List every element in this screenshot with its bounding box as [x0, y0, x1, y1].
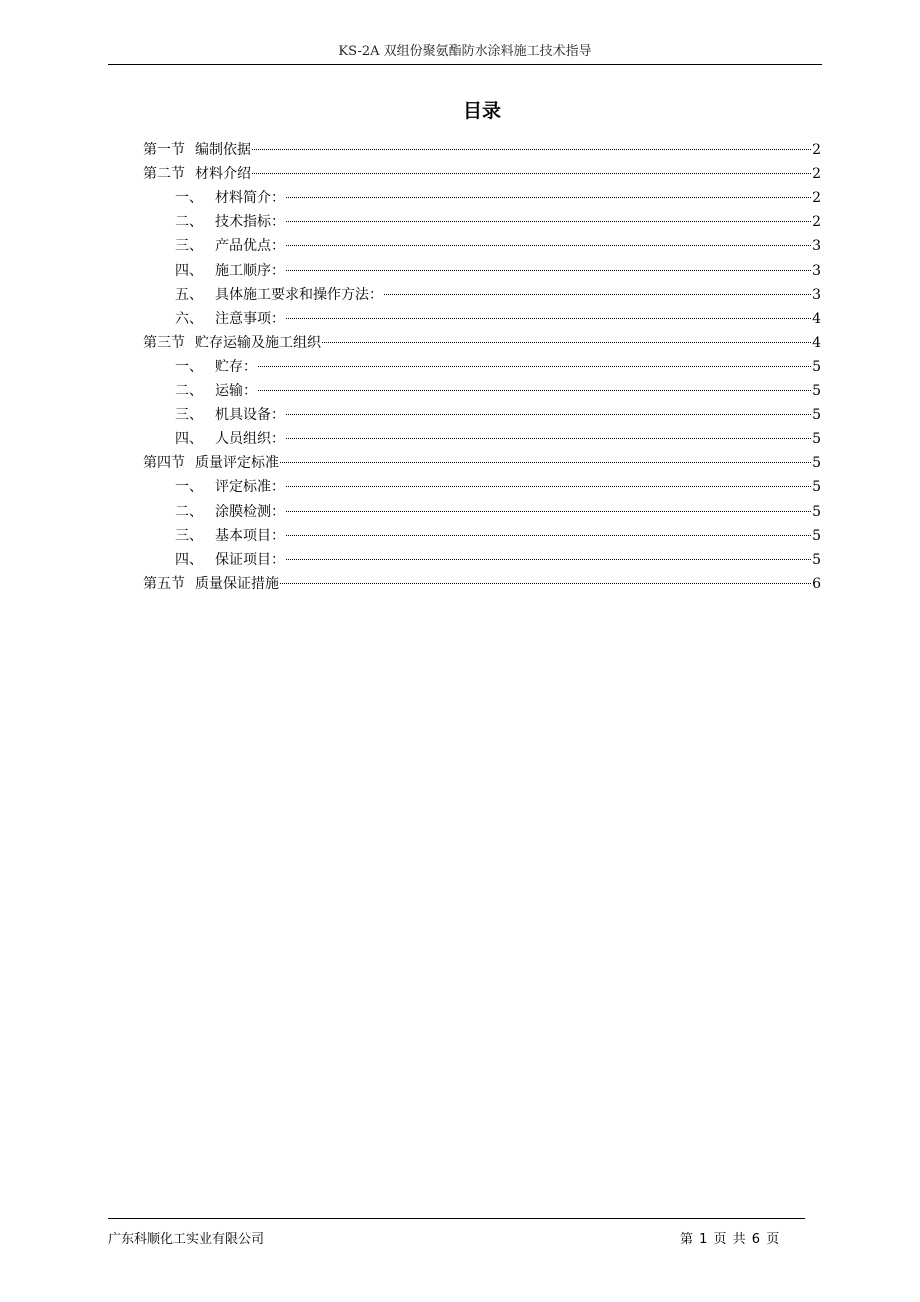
toc-entry[interactable] [175, 525, 821, 547]
toc-entry-page-number: 3 [812, 262, 821, 279]
toc-dot-leader [286, 197, 811, 198]
toc-dot-leader [286, 245, 811, 246]
toc-entry-number: 第四节 [143, 455, 185, 472]
toc-entry-title: 技术指标： [215, 214, 285, 231]
toc-entry-page-number: 6 [812, 575, 821, 592]
toc-entry[interactable] [175, 404, 821, 426]
toc-entry-title: 涂膜检测： [215, 503, 285, 520]
toc-entry-number: 四、 [175, 262, 203, 279]
toc-entry[interactable] [175, 428, 821, 450]
toc-entry-title: 运输： [215, 383, 257, 399]
toc-entry-number: 六、 [175, 310, 203, 327]
toc-entry-number: 二、 [175, 214, 203, 231]
toc-entry-page-number: 5 [812, 431, 821, 448]
toc-entry-page-number: 2 [812, 166, 821, 183]
toc-dot-leader [258, 366, 811, 367]
toc-entry[interactable] [175, 356, 821, 378]
toc-dot-leader [280, 583, 811, 584]
footer-divider [108, 1218, 805, 1219]
toc-entry-page-number: 3 [812, 238, 821, 255]
toc-entry-page-number: 2 [812, 190, 821, 207]
toc-entry-page-number: 5 [812, 479, 821, 496]
toc-entry-number: 一、 [175, 358, 203, 375]
toc-dot-leader [286, 270, 811, 271]
toc-entry-page-number: 4 [812, 310, 821, 327]
toc-entry-number: 一、 [175, 190, 203, 207]
toc-dot-leader [252, 173, 811, 174]
document-header-title: KS-2A 双组份聚氨酯防水涂料施工技术指导 [338, 44, 592, 59]
toc-entry-number: 第二节 [143, 166, 185, 183]
toc-entry[interactable] [143, 139, 821, 161]
toc-dot-leader [286, 438, 811, 439]
toc-entry[interactable] [175, 549, 821, 571]
toc-entry-page-number: 5 [812, 383, 821, 399]
toc-entry-number: 五、 [175, 286, 203, 303]
toc-entry-title: 产品优点： [215, 238, 285, 255]
toc-entry[interactable] [175, 501, 821, 523]
toc-entry-number: 四、 [175, 551, 203, 568]
toc-entry[interactable] [143, 452, 821, 474]
toc-entry[interactable] [143, 332, 821, 354]
toc-entry-number: 第一节 [143, 142, 185, 158]
toc-dot-leader [286, 559, 811, 560]
toc-entry-title: 贮存运输及施工组织 [195, 334, 321, 351]
toc-entry-title: 编制依据 [195, 142, 251, 158]
toc-entry-title: 机具设备： [215, 407, 285, 424]
toc-entry[interactable] [175, 187, 821, 209]
toc-entry-number: 一、 [175, 479, 203, 496]
toc-dot-leader [322, 342, 811, 343]
toc-dot-leader [286, 511, 811, 512]
toc-entry-title: 具体施工要求和操作方法： [215, 286, 383, 303]
toc-entry[interactable] [175, 380, 821, 402]
toc-entry-title: 保证项目： [215, 551, 285, 568]
toc-entry-page-number: 5 [812, 407, 821, 424]
toc-entry-title: 评定标准： [215, 479, 285, 496]
toc-entry-page-number: 2 [812, 142, 821, 158]
footer-page-number: 第 1 页 共 6 页 [680, 1232, 780, 1247]
toc-dot-leader [258, 390, 811, 391]
toc-entry[interactable] [143, 163, 821, 185]
toc-entry-title: 质量保证措施 [195, 575, 279, 592]
toc-entry-number: 三、 [175, 238, 203, 255]
toc-entry-page-number: 5 [812, 551, 821, 568]
toc-entry-page-number: 3 [812, 286, 821, 303]
toc-entry-number: 四、 [175, 431, 203, 448]
toc-entry-number: 第三节 [143, 334, 185, 351]
toc-entry-number: 三、 [175, 527, 203, 544]
toc-dot-leader [286, 535, 811, 536]
toc-entry-page-number: 4 [812, 334, 821, 351]
toc-entry-title: 基本项目： [215, 527, 285, 544]
toc-entry-title: 施工顺序： [215, 262, 285, 279]
toc-dot-leader [286, 414, 811, 415]
toc-entry[interactable] [175, 211, 821, 233]
toc-entry[interactable] [143, 573, 821, 595]
toc-entry-number: 二、 [175, 383, 203, 399]
toc-entry-page-number: 2 [812, 214, 821, 231]
toc-entry-number: 二、 [175, 503, 203, 520]
toc-entry[interactable] [175, 308, 821, 330]
toc-entry-title: 质量评定标准 [195, 455, 279, 472]
toc-entry-title: 注意事项： [215, 310, 285, 327]
toc-dot-leader [280, 462, 811, 463]
toc-entry[interactable] [175, 476, 821, 498]
toc-entry-title: 贮存： [215, 358, 257, 375]
toc-entry-page-number: 5 [812, 358, 821, 375]
toc-dot-leader [286, 318, 811, 319]
toc-entry-title: 材料简介： [215, 190, 285, 207]
toc-dot-leader [286, 221, 811, 222]
toc-entry[interactable] [175, 284, 821, 306]
toc-heading: 目录 [462, 100, 501, 122]
toc-entry-title: 材料介绍 [195, 166, 251, 183]
toc-dot-leader [286, 486, 811, 487]
toc-entry-title: 人员组织： [215, 431, 285, 448]
footer-company-name: 广东科顺化工实业有限公司 [108, 1232, 265, 1247]
toc-dot-leader [384, 294, 811, 295]
toc-entry[interactable] [175, 260, 821, 282]
toc-entry-page-number: 5 [812, 527, 821, 544]
toc-entry-number: 三、 [175, 407, 203, 424]
toc-entry-page-number: 5 [812, 503, 821, 520]
toc-entry-page-number: 5 [812, 455, 821, 472]
toc-entry-number: 第五节 [143, 575, 185, 592]
header-divider [108, 64, 822, 65]
toc-entry[interactable] [175, 235, 821, 257]
toc-dot-leader [252, 149, 811, 150]
